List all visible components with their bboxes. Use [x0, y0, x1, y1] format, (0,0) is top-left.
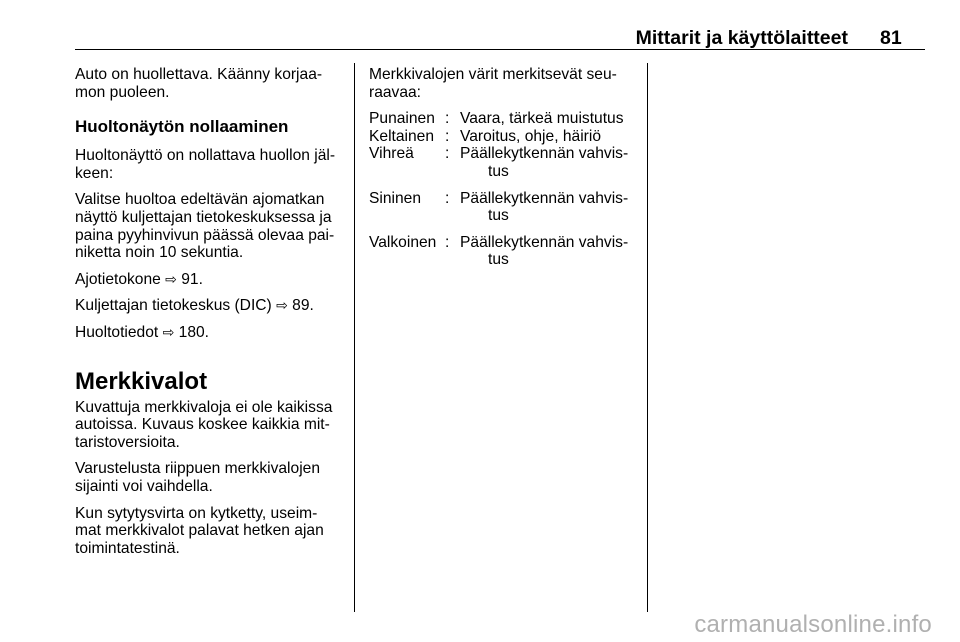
paragraph-reset-after-service: Huoltonäyttö on nollattava huollon jäl- keen:	[75, 147, 336, 182]
paragraph-function-test: Kun sytytysvirta on kytketty, useim- mat merkkivalot palavat hetken ajan toimintatestinä.	[75, 504, 324, 557]
header-rule	[75, 49, 925, 50]
paragraph-lights-availability: Kuvattuja merkkivaloja ei ole kaikissa autoissa. Kuvaus koskee kaikkia mit- taristoversioita.	[75, 398, 333, 451]
paragraph-color-meaning-intro: Merkkivalojen värit merkitsevät seu- raavaa:	[369, 66, 617, 101]
column-divider-right	[647, 63, 648, 612]
color-row-green: Vihreä : Päällekytkennän vahvis- tus	[369, 145, 629, 180]
heading-service-reset: Huoltonäytön nollaaminen	[75, 117, 289, 137]
paragraph-lights-location: Varustelusta riippuen merkkivalojen sijainti voi vaihdella.	[75, 460, 320, 495]
paragraph-service-notice: Auto on huollettava. Käänny korjaa- mon puoleen.	[75, 66, 323, 101]
page-number: 81	[880, 27, 902, 49]
color-meaning-table	[369, 110, 639, 269]
page-reference-arrow-icon: ⇨	[276, 297, 288, 314]
heading-warning-lights: Merkkivalot	[75, 367, 208, 395]
watermark: carmanualsonline.info	[694, 611, 932, 638]
cross-reference-service-info[interactable]: Huoltotiedot ⇨ 180.	[75, 323, 210, 341]
cross-reference-dic[interactable]: Kuljettajan tietokeskus (DIC) ⇨ 89.	[75, 297, 314, 315]
column-divider-left	[354, 63, 355, 612]
left-column	[75, 66, 345, 566]
color-row-yellow: Keltainen : Varoitus, ohje, häiriö	[369, 127, 601, 145]
cross-reference-trip-computer[interactable]: Ajotietokone ⇨ 91.	[75, 270, 203, 288]
color-row-white: Valkoinen : Päällekytkennän vahvis- tus	[369, 233, 629, 269]
color-row-blue: Sininen : Päällekytkennän vahvis- tus	[369, 189, 629, 225]
page-reference-arrow-icon: ⇨	[165, 270, 177, 287]
paragraph-reset-instructions: Valitse huoltoa edeltävän ajomatkan näyttö kuljettajan tietokeskuksessa ja paina pyyhinvivun päässä olevaa pai- niketta noin 10 sekuntia.	[75, 191, 335, 262]
page-reference-arrow-icon: ⇨	[162, 323, 175, 340]
color-row-red: Punainen : Vaara, tärkeä muistutus	[369, 110, 624, 128]
running-header-title: Mittarit ja käyttölaitteet	[635, 27, 848, 49]
right-column	[369, 66, 639, 269]
